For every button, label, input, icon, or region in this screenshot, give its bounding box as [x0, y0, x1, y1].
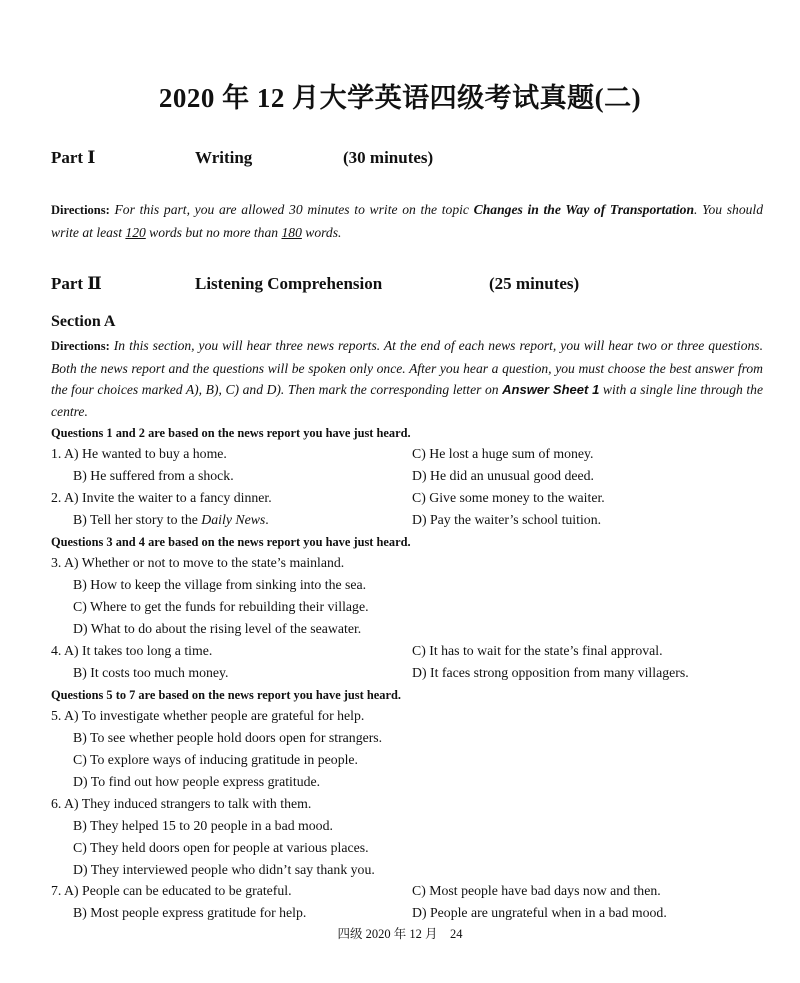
q3-option-b: B) How to keep the village from sinking into the sea. — [73, 577, 367, 592]
q2-option-a: 2. A) Invite the waiter to a fancy dinner. — [51, 490, 272, 505]
q5-option-d: D) To find out how people express gratitude. — [73, 774, 321, 789]
answer-sheet-ref: Answer Sheet 1 — [502, 382, 600, 397]
q1-option-b: B) He suffered from a shock. — [73, 468, 234, 483]
newspaper-name: Daily News — [201, 512, 266, 527]
directions-text: In this section, you will hear three news reports. At the end of each news report, you will hear two or three questions. Both the news report and the questions will be spoken only once. After you hear a question, you must choose the best answer from the four choices marked A), B), C) and D). Then mark the corresponding letter on — [51, 338, 763, 397]
q1-option-a: 1. A) He wanted to buy a home. — [51, 446, 227, 461]
q1-option-d: D) He did an unusual good deed. — [412, 468, 595, 483]
q2-option-d: D) Pay the waiter’s school tuition. — [412, 512, 602, 527]
directions-label: Directions: — [51, 203, 110, 217]
q1-option-c: C) He lost a huge sum of money. — [412, 446, 594, 461]
q3-option-a: 3. A) Whether or not to move to the state’s mainland. — [51, 555, 345, 570]
q2-option-b — [73, 512, 269, 528]
q5-option-b: B) To see whether people hold doors open for strangers. — [73, 730, 383, 745]
directions-text: with a single line through the centre. — [51, 382, 763, 419]
q6-option-c: C) They held doors open for people at various places. — [73, 840, 369, 855]
q7-option-b: B) Most people express gratitude for help. — [73, 905, 307, 920]
option-text: . — [265, 512, 269, 527]
part-1-number: Part Ⅰ — [51, 148, 96, 167]
part-2-header — [51, 274, 771, 300]
section-a-heading: Section A — [51, 313, 116, 330]
part-2-number: Part Ⅱ — [51, 274, 102, 293]
directions-label: Directions: — [51, 339, 110, 353]
writing-directions — [51, 199, 763, 243]
directions-text: . You should write at least — [51, 202, 763, 240]
q3-option-c: C) Where to get the funds for rebuilding their village. — [73, 599, 369, 614]
q5-option-a: 5. A) To investigate whether people are grateful for help. — [51, 708, 365, 723]
q4-option-a: 4. A) It takes too long a time. — [51, 643, 213, 658]
q4-option-c: C) It has to wait for the state’s final approval. — [412, 643, 663, 658]
q6-option-a: 6. A) They induced strangers to talk with them. — [51, 796, 312, 811]
option-text: B) Tell her story to the — [73, 512, 202, 527]
min-words: 120 — [125, 224, 146, 240]
question-group-heading: Questions 1 and 2 are based on the news report you have just heard. — [51, 426, 411, 440]
directions-text: For this part, you are allowed 30 minutes to write on the topic — [109, 202, 474, 217]
q6-option-b: B) They helped 15 to 20 people in a bad mood. — [73, 818, 333, 833]
q7-option-a: 7. A) People can be educated to be grateful. — [51, 883, 292, 898]
q4-option-d: D) It faces strong opposition from many villagers. — [412, 665, 689, 680]
q7-option-d: D) People are ungrateful when in a bad mood. — [412, 905, 667, 920]
q5-option-c: C) To explore ways of inducing gratitude in people. — [73, 752, 358, 767]
q2-option-c: C) Give some money to the waiter. — [412, 490, 605, 505]
part-2-name: Listening Comprehension — [195, 274, 383, 293]
q7-option-c: C) Most people have bad days now and then. — [412, 883, 661, 898]
directions-text: words but no more than — [145, 224, 282, 240]
page-footer: 四级 2020 年 12 月 24 — [337, 927, 463, 941]
page-title: 2020 年 12 月大学英语四级考试真题(二) — [158, 83, 642, 113]
part-1-time: (30 minutes) — [343, 148, 434, 167]
directions-text: words. — [301, 224, 342, 240]
question-group-heading: Questions 3 and 4 are based on the news report you have just heard. — [51, 535, 411, 549]
part-1-name: Writing — [195, 148, 253, 167]
writing-topic: Changes in the Way of Transportation — [473, 202, 695, 217]
part-1-header — [51, 148, 771, 174]
q4-option-b: B) It costs too much money. — [73, 665, 229, 680]
max-words: 180 — [281, 224, 302, 240]
listening-directions — [51, 335, 763, 422]
question-group-heading: Questions 5 to 7 are based on the news report you have just heard. — [51, 688, 401, 702]
q6-option-d: D) They interviewed people who didn’t say thank you. — [73, 862, 375, 877]
q3-option-d: D) What to do about the rising level of the seawater. — [73, 621, 362, 636]
part-2-time: (25 minutes) — [489, 274, 580, 293]
